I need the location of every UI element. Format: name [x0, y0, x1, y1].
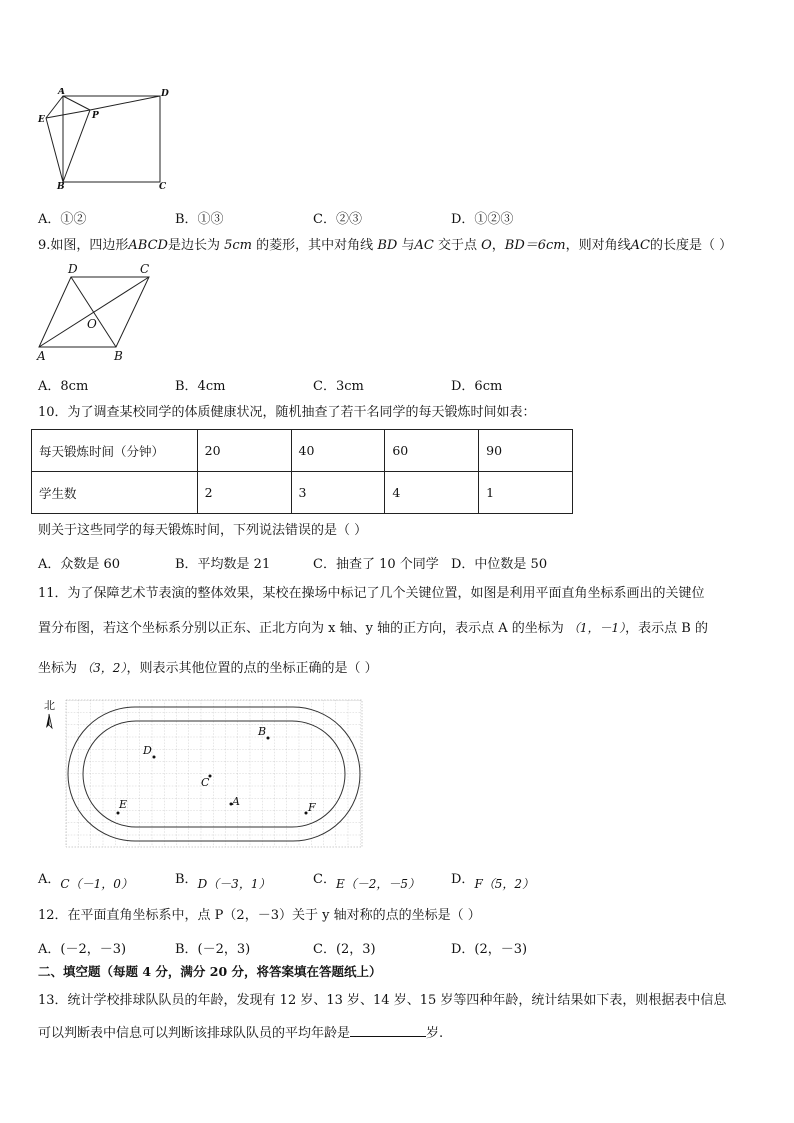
label-f: F — [308, 801, 316, 814]
fig8-label-b: B — [57, 182, 65, 192]
label-b: B — [258, 725, 267, 738]
fig9-label-a: A — [37, 349, 46, 363]
q10-option-d[interactable]: D．中位数是 50 — [451, 557, 548, 572]
north-arrow-icon — [46, 714, 49, 728]
fig8-label-e: E — [38, 115, 45, 125]
segment-pd — [90, 96, 160, 110]
q8-option-a[interactable]: A．①② — [38, 212, 87, 227]
q12-option-b[interactable]: B．(－2，3) — [175, 942, 251, 957]
fig8-label-p: P — [92, 111, 99, 121]
q9-text-8: 的长度是（ ） — [650, 238, 733, 253]
grid — [66, 700, 362, 847]
q9-ac-2: AC — [630, 238, 650, 253]
q11-option-c-value: E（－2，－5） — [335, 877, 420, 891]
north-arrow — [44, 699, 55, 728]
segment-ea — [46, 96, 63, 118]
q11-track-figure — [38, 694, 368, 858]
table-cell: 每天锻炼时间（分钟） — [32, 430, 198, 472]
q11-option-a-label: A． — [38, 872, 61, 887]
section-2-title: 二、填空题（每题 4 分，满分 20 分，将答案填在答题纸上） — [38, 964, 382, 979]
table-cell: 学生数 — [32, 472, 198, 514]
q9-bd-length: BD＝6cm — [504, 238, 566, 253]
fig9-label-d: D — [68, 262, 78, 276]
q9-text-6: ， — [491, 238, 505, 253]
table-cell: 4 — [385, 472, 479, 514]
table-row — [32, 430, 573, 472]
q9-option-a[interactable]: A．8cm — [38, 379, 89, 394]
q9-option-d[interactable]: D．6cm — [451, 379, 503, 394]
q9-text-4: 与 — [401, 238, 415, 253]
q8-option-d[interactable]: D．①②③ — [451, 212, 514, 227]
q9-text-3: 的菱形，其中对角线 — [256, 238, 374, 253]
q9-side-length: 5cm — [224, 238, 253, 253]
q10-option-c[interactable]: C．抽查了 10 个同学 — [313, 557, 439, 572]
q12-stem: 12．在平面直角坐标系中，点 P（2，－3）关于 y 轴对称的点的坐标是（ ） — [38, 908, 481, 923]
fig8-label-a: A — [58, 88, 65, 97]
label-d: D — [143, 744, 152, 757]
q11-option-d-value: F（5，2） — [474, 877, 535, 891]
q9-option-b[interactable]: B．4cm — [175, 379, 226, 394]
q9-abcd: ABCD — [128, 238, 168, 253]
q11-coord-b: （3，2） — [81, 661, 127, 675]
q11-text-b: ，表示点 B 的 — [625, 621, 708, 636]
q11-option-b-label: B． — [175, 872, 198, 887]
q10-question: 则关于这些同学的每天锻炼时间，下列说法错误的是（ ） — [38, 523, 368, 538]
table-cell: 3 — [291, 472, 385, 514]
q8-figure — [34, 88, 176, 192]
q9-rhombus-figure — [34, 260, 164, 366]
fig9-label-b: B — [114, 349, 123, 363]
q11-option-d[interactable] — [451, 868, 535, 891]
q10-table — [31, 429, 573, 514]
fig9-label-c: C — [140, 262, 150, 276]
point-e — [117, 812, 120, 815]
table-cell: 20 — [197, 430, 291, 472]
q9-text-5: 交于点 — [437, 238, 477, 253]
segment-pb — [63, 110, 90, 182]
q9-stem — [38, 237, 732, 255]
q8-option-b[interactable]: B．①③ — [175, 212, 224, 227]
q11-line-3 — [38, 659, 378, 678]
answer-blank[interactable] — [350, 1023, 426, 1037]
table-cell: 1 — [479, 472, 573, 514]
segment-eb — [46, 118, 63, 182]
table-cell: 40 — [291, 430, 385, 472]
q13-text-a: 可以判断表中信息可以判断该排球队队员的平均年龄是 — [38, 1026, 351, 1041]
square-abcd — [63, 96, 160, 182]
fig8-label-d: D — [161, 89, 169, 99]
segment-ap — [63, 96, 90, 110]
q11-option-c-label: C． — [313, 872, 336, 887]
label-a: A — [232, 795, 240, 808]
fig9-label-o: O — [87, 317, 97, 331]
label-c: C — [201, 776, 210, 789]
label-e: E — [119, 798, 128, 811]
table-cell: 90 — [479, 430, 573, 472]
table-cell: 60 — [385, 430, 479, 472]
point-d — [153, 756, 156, 759]
q9-text-1: 9.如图，四边形 — [38, 238, 129, 253]
q12-option-d[interactable]: D．(2，－3) — [451, 942, 528, 957]
q12-option-a[interactable]: A．(－2，－3) — [38, 942, 127, 957]
fig8-label-c: C — [159, 182, 167, 192]
q10-stem: 10．为了调查某校同学的体质健康状况，随机抽查了若干名同学的每天锻炼时间如表： — [38, 405, 536, 420]
q13-line-1: 13．统计学校排球队队员的年龄，发现有 12 岁、13 岁、14 岁、15 岁等四种年龄，统计结果如下表，则根据表中信息 — [38, 993, 727, 1008]
q11-option-a[interactable] — [38, 868, 133, 891]
segment-ep — [46, 110, 90, 118]
q10-option-a[interactable]: A．众数是 60 — [38, 557, 121, 572]
q9-o: O — [481, 238, 492, 253]
q11-text-d: ，则表示其他位置的点的坐标正确的是（ ） — [126, 661, 378, 676]
q9-option-c[interactable]: C．3cm — [313, 379, 364, 394]
point-b — [267, 737, 270, 740]
table-row — [32, 472, 573, 514]
q13-text-b: 岁. — [426, 1026, 444, 1041]
q12-option-c[interactable]: C．(2，3) — [313, 942, 376, 957]
q9-bd: BD — [377, 238, 398, 253]
q11-option-d-label: D． — [451, 872, 475, 887]
q9-ac: AC — [414, 238, 434, 253]
q11-option-c[interactable] — [313, 868, 420, 891]
q11-coord-a: （1，－1） — [567, 621, 626, 635]
q11-option-a-value: C（－1，0） — [60, 877, 133, 891]
q11-line-2 — [38, 619, 708, 638]
q11-text-a: 置分布图，若这个坐标系分别以正东、正北方向为 x 轴、y 轴的正方向，表示点 A 的坐标为 — [38, 621, 564, 636]
north-label: 北 — [44, 699, 55, 712]
table-cell: 2 — [197, 472, 291, 514]
q11-option-b[interactable] — [175, 868, 271, 891]
q11-option-b-value: D（－3，1） — [197, 877, 271, 891]
q13-line-2 — [38, 1023, 443, 1043]
q8-option-c[interactable]: C．②③ — [313, 212, 362, 227]
q9-text-2: 是边长为 — [167, 238, 220, 253]
q11-line-1: 11．为了保障艺术节表演的整体效果，某校在操场中标记了几个关键位置，如图是利用平面直角坐标系画出的关键位 — [38, 586, 705, 601]
q10-option-b[interactable]: B．平均数是 21 — [175, 557, 271, 572]
q11-text-c: 坐标为 — [38, 661, 78, 676]
q9-text-7: ，则对角线 — [565, 238, 631, 253]
